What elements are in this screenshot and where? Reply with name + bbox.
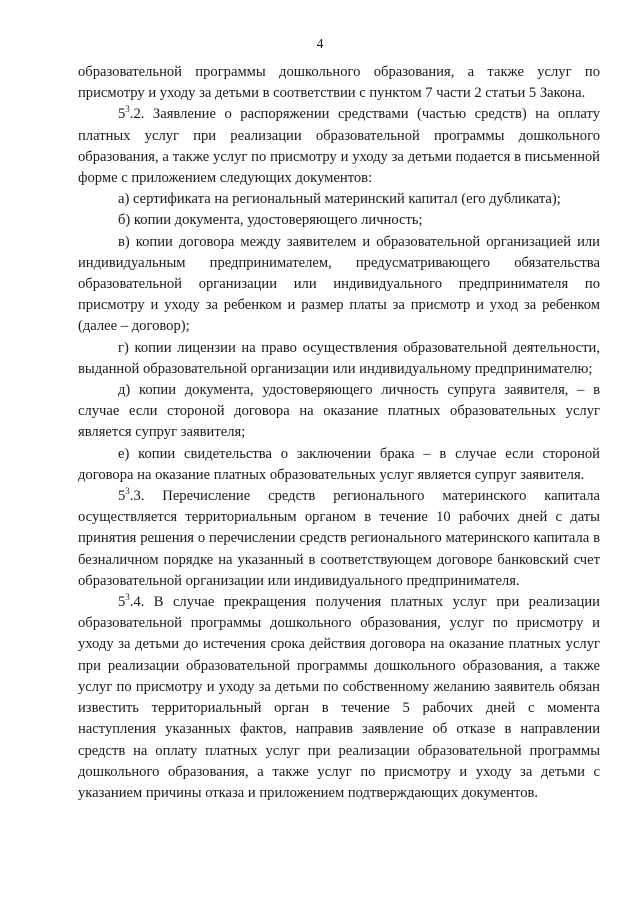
clause-number-suffix: .4.	[129, 594, 145, 611]
clause-number: 5	[118, 106, 126, 123]
paragraph	[78, 210, 600, 231]
document-body	[78, 62, 600, 804]
paragraph	[78, 189, 600, 210]
clause-number-suffix: .2.	[129, 106, 145, 123]
paragraph-text: В случае прекращения получения платных услуг при реализации образовательной программы дошкольного образования, услуг по присмотру и уходу за детьми до истечения срока действия договора на оказание платных услуг при реализации образовательной программы дошкольного образования, а также услуг по присмотру и уходу за детьми по собственному желанию заявитель обязан известить территориальный орган в течение 5 рабочих дней с момента наступления указанных фактов, направив заявление об отказе в направлении средств на оплату платных услуг при реализации образовательной программы дошкольного образования, а также услуг по присмотру и уходу за детьми с указанием причины отказа и приложением подтверждающих документов.	[78, 594, 600, 801]
paragraph	[78, 338, 600, 380]
clause-number: 5	[118, 594, 126, 611]
paragraph-text: в) копии договора между заявителем и образовательной организацией или индивидуальным предпринимателем, предусматривающего обязательства образовательной организации или индивидуального предпринимателя по присмотру и уходу за ребенком и размер платы за присмотр и уход за ребенком (далее – договор);	[78, 233, 600, 335]
clause-number: 5	[118, 488, 126, 505]
paragraph	[78, 444, 600, 486]
paragraph	[78, 104, 600, 189]
paragraph-text: образовательной программы дошкольного образования, а также услуг по присмотру и уходу за детьми в соответствии с пунктом 7 части 2 статьи 5 Закона.	[78, 64, 600, 102]
paragraph-text: д) копии документа, удостоверяющего личность супруга заявителя, – в случае если стороной договора на оказание платных образовательных услуг является супруг заявителя;	[78, 382, 600, 441]
paragraph	[78, 380, 600, 444]
paragraph	[78, 592, 600, 804]
clause-number-superscript: 3	[125, 486, 130, 497]
paragraph-text: б) копии документа, удостоверяющего личность;	[118, 212, 423, 229]
clause-number-superscript: 3	[125, 104, 130, 115]
paragraph-text: г) копии лицензии на право осуществления образовательной деятельности, выданной образовательной организации или индивидуальному предпринимателю;	[78, 339, 600, 377]
paragraph-text: Перечисление средств регионального материнского капитала осуществляется территориальным органом в течение 10 рабочих дней с даты принятия решения о перечислении средств регионального материнского капитала в безналичном порядке на указанный в соответствующем договоре банковский счет образовательной организации или индивидуального предпринимателя.	[78, 488, 600, 589]
paragraph-text: е) копии свидетельства о заключении брака – в случае если стороной договора на оказание платных образовательных услуг является супруг заявителя.	[78, 445, 600, 483]
clause-number-superscript: 3	[125, 592, 130, 603]
clause-number-suffix: .3.	[129, 488, 145, 505]
page-number: 4	[316, 37, 324, 52]
paragraph-text: а) сертификата на региональный материнский капитал (его дубликата);	[118, 191, 561, 208]
paragraph-text: Заявление о распоряжении средствами (частью средств) на оплату платных услуг при реализации образовательной программы дошкольного образования, а также услуг по присмотру и уходу за детьми подается в письменной форме с приложением следующих документов:	[78, 106, 600, 187]
paragraph	[78, 62, 600, 104]
paragraph	[78, 486, 600, 592]
paragraph	[78, 232, 600, 338]
